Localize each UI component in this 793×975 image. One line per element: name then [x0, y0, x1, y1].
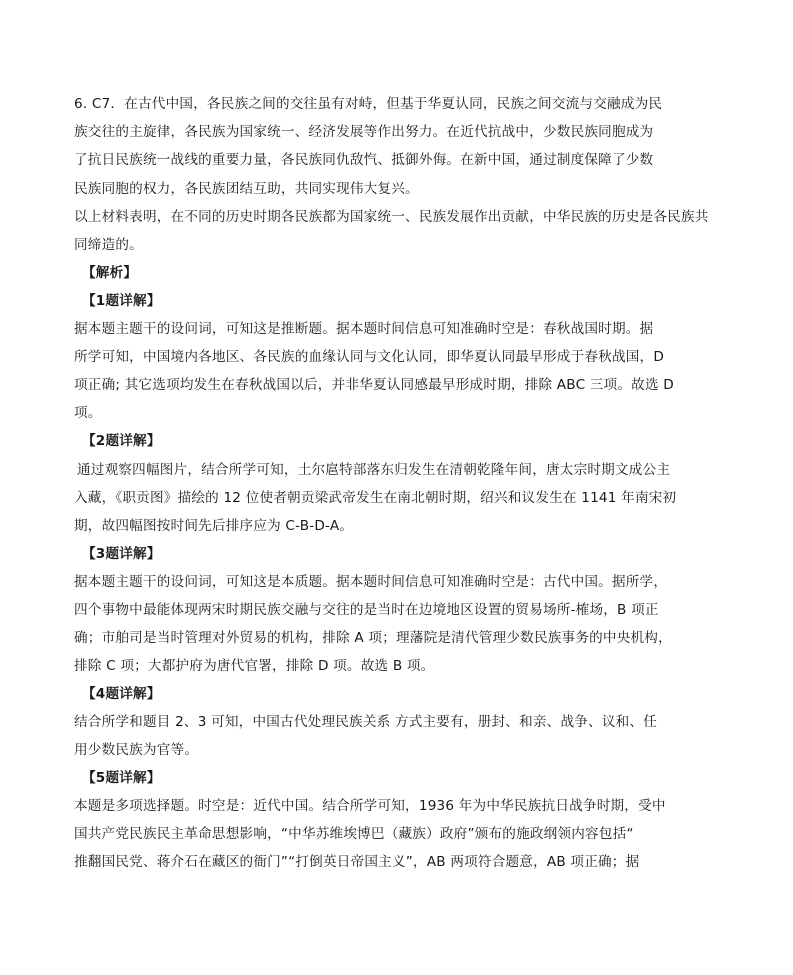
- text-line: 据本题主题干的设问词，可知这是推断题。据本题时间信息可知准确时空是：春秋战国时期。据: [74, 321, 654, 337]
- text-line: 通过观察四幅图片，结合所学可知，土尔扈特部落东归发生在清朝乾隆年间，唐太宗时期文成公主: [77, 462, 671, 478]
- text-line: 项。: [74, 405, 102, 421]
- text-line: 民族同胞的权力，各民族团结互助，共同实现伟大复兴。: [74, 181, 419, 197]
- text-line: 据本题主题干的设问词，可知这是本质题。据本题时间信息可知准确时空是：古代中国。据所学，: [74, 574, 668, 590]
- section-heading: 【3题详解】: [82, 546, 161, 562]
- text-line: 四个事物中最能体现两宋时期民族交融与交往的是当时在边境地区设置的贸易场所-榷场，B 项正: [74, 602, 659, 618]
- text-line: 确；市舶司是当时管理对外贸易的机构，排除 A 项；理藩院是清代管理少数民族事务的中央机构，: [74, 630, 672, 646]
- text-line: 以上材料表明，在不同的历史时期各民族都为国家统一、民族发展作出贡献，中华民族的历史是各民族共: [74, 209, 709, 225]
- section-heading: 【1题详解】: [82, 293, 161, 309]
- text-line: 所学可知，中国境内各地区、各民族的血缘认同与文化认同，即华夏认同最早形成于春秋战国，D: [74, 349, 665, 365]
- text-line: 本题是多项选择题。时空是：近代中国。结合所学可知，1936 年为中华民族抗日战争时期，受中: [74, 798, 666, 814]
- text-line: 期，故四幅图按时间先后排序应为 C-B-D-A。: [74, 518, 354, 534]
- text-line: 同缔造的。: [74, 237, 143, 253]
- section-heading: 【2题详解】: [82, 433, 161, 449]
- section-heading: 【解析】: [82, 265, 138, 281]
- text-line: 排除 C 项；大都护府为唐代官署，排除 D 项。故选 B 项。: [74, 658, 435, 674]
- text-line: 结合所学和题目 2、3 可知，中国古代处理民族关系 方式主要有，册封、和亲、战争、议和、任: [74, 714, 658, 730]
- text-line: 用少数民族为官等。: [74, 742, 199, 758]
- text-line: 入藏，《职贡图》描绘的 12 位使者朝贡梁武帝发生在南北朝时期，绍兴和议发生在 1141 年南宋初: [74, 490, 677, 506]
- section-heading: 【5题详解】: [82, 770, 161, 786]
- text-line: 国共产党民族民主革命思想影响，“中华苏维埃博巴（藏族）政府”颁布的施政纲领内容包括“: [74, 826, 634, 842]
- text-line: 推翻国民党、蒋介石在藏区的衙门”“打倒英日帝国主义”，AB 两项符合题意，AB 项正确；据: [74, 854, 640, 870]
- text-line: 了抗日民族统一战线的重要力量，各民族同仇敌忾、抵御外侮。在新中国，通过制度保障了少数: [74, 152, 654, 168]
- section-heading: 【4题详解】: [82, 686, 161, 702]
- text-line: 族交往的主旋律，各民族为国家统一、经济发展等作出努力。在近代抗战中，少数民族同胞成为: [74, 124, 654, 140]
- text-line: 6. C7．在古代中国，各民族之间的交往虽有对峙，但基于华夏认同，民族之间交流与交融成为民: [74, 96, 663, 112]
- text-line: 项正确; 其它选项均发生在春秋战国以后，并非华夏认同感最早形成时期，排除 ABC 三项。故选 D: [74, 377, 674, 393]
